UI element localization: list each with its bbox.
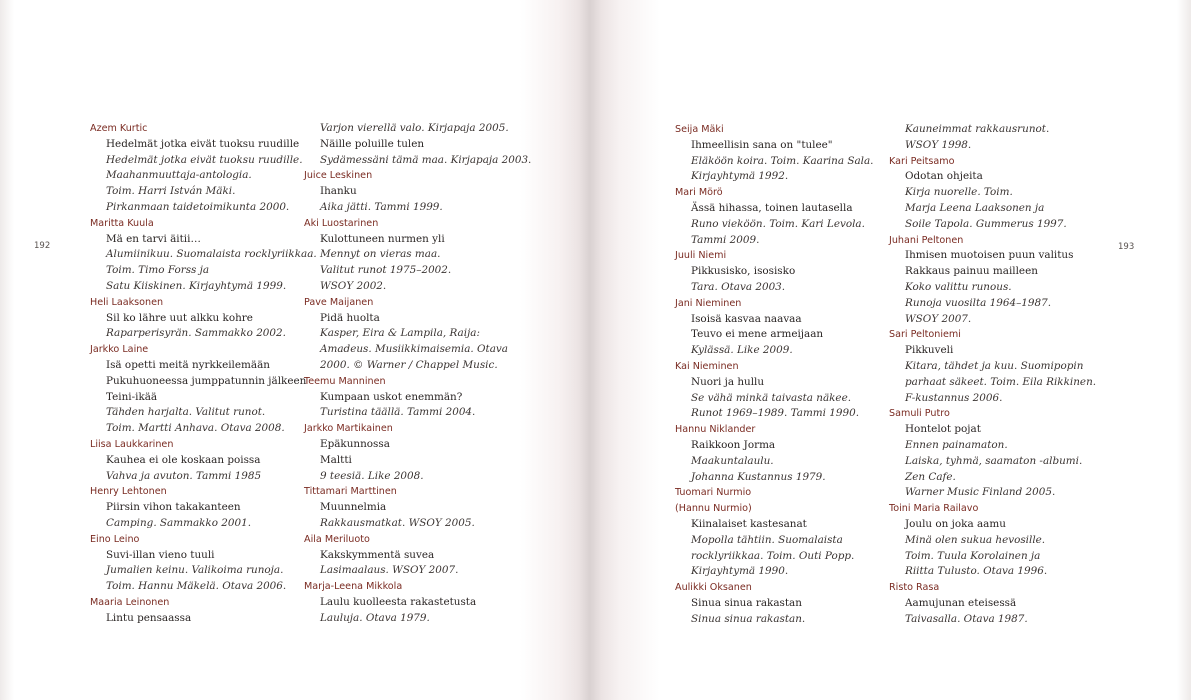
- source-citation: Marja Leena Laaksonen ja: [905, 201, 1045, 214]
- author-name: Tuomari Nurmio: [675, 487, 752, 499]
- author-entry: [889, 406, 1119, 501]
- author-entry: [90, 484, 320, 531]
- source-citation: Warner Music Finland 2005.: [905, 486, 1056, 499]
- column-right-page-2: [889, 122, 1119, 628]
- author-entry: [90, 532, 320, 595]
- source-citation: Tara. Otava 2003.: [691, 280, 786, 293]
- author-entry: [675, 359, 905, 422]
- poem-title: Kumpaan uskot enemmän?: [320, 390, 463, 403]
- poem-title: Hedelmät jotka eivät tuoksu ruudille: [106, 137, 300, 150]
- author-name: Aila Meriluoto: [304, 533, 370, 545]
- right-page-number: 193: [1118, 242, 1135, 252]
- author-name: Maaria Leinonen: [90, 596, 170, 608]
- source-citation: Mennyt on vieras maa.: [320, 248, 441, 261]
- author-name: Juuli Niemi: [675, 250, 727, 262]
- author-name: Juice Leskinen: [304, 170, 373, 182]
- source-citation: Hedelmät jotka eivät tuoksu ruudille.: [106, 153, 303, 166]
- source-citation: Minä olen sukua hevosille.: [905, 533, 1046, 546]
- source-citation: Toim. Tuula Korolainen ja: [905, 549, 1041, 562]
- source-citation: Kylässä. Like 2009.: [691, 344, 793, 357]
- source-citation: Turistina täällä. Tammi 2004.: [320, 406, 476, 419]
- author-entry: [90, 121, 320, 216]
- source-citation: rocklyriikkaa. Toim. Outi Popp.: [691, 549, 855, 562]
- source-citation: Valitut runot 1975–2002.: [320, 264, 452, 277]
- poem-title: Piirsin vihon takakanteen: [106, 501, 241, 514]
- author-name: Maritta Kuula: [90, 217, 154, 229]
- author-entry: [304, 374, 534, 421]
- author-entry: [90, 437, 320, 484]
- source-citation: Riitta Tulusto. Otava 1996.: [905, 565, 1048, 578]
- author-name: Mari Mörö: [675, 187, 723, 199]
- author-entry: [675, 185, 905, 248]
- poem-title: Isä opetti meitä nyrkkeilemään: [106, 358, 270, 371]
- author-name: Azem Kurtic: [90, 123, 148, 134]
- author-entry: [304, 421, 534, 484]
- source-citation: Kirjayhtymä 1992.: [691, 170, 789, 183]
- poem-title: Pikkuveli: [905, 344, 954, 357]
- author-name: Seija Mäki: [675, 124, 724, 135]
- source-citation: Rakkausmatkat. WSOY 2005.: [320, 516, 475, 529]
- author-entry: [675, 580, 905, 627]
- source-citation: Pirkanmaan taidetoimikunta 2000.: [106, 200, 290, 213]
- poem-title: Sil ko lähre uut alkku kohre: [106, 311, 253, 324]
- author-entry: [675, 296, 905, 359]
- source-citation: Sydämessäni tämä maa. Kirjapaja 2003.: [320, 153, 532, 166]
- poem-title: Odotan ohjeita: [905, 170, 983, 183]
- author-entry: [90, 295, 320, 342]
- author-name: (Hannu Nurmio): [675, 503, 752, 515]
- column-left-page-1: [90, 121, 320, 627]
- poem-title: Mä en tarvi äitii…: [106, 232, 201, 245]
- author-name: Hannu Niklander: [675, 424, 756, 436]
- author-entry: [675, 422, 905, 485]
- author-name: Toini Maria Railavo: [889, 503, 979, 515]
- source-citation: 9 teesiä. Like 2008.: [320, 469, 424, 482]
- column-right-page-1: [675, 122, 905, 628]
- author-entry: [675, 248, 905, 295]
- source-citation: Satu Kiiskinen. Kirjayhtymä 1999.: [106, 279, 287, 292]
- author-entry: [675, 501, 905, 580]
- author-name: Eino Leino: [90, 533, 140, 545]
- author-entry: [304, 168, 534, 215]
- author-entry: [889, 580, 1119, 627]
- source-citation: Raparperisyrän. Sammakko 2002.: [106, 327, 286, 340]
- author-entry: [889, 122, 1119, 154]
- poem-title: Laulu kuolleesta rakastetusta: [320, 595, 477, 608]
- author-entry: [889, 154, 1119, 233]
- source-citation: Alumiinikuu. Suomalaista rocklyriikkaa.: [106, 248, 317, 261]
- author-name: Risto Rasa: [889, 582, 940, 594]
- source-citation: Taivasalla. Otava 1987.: [905, 612, 1028, 625]
- author-entry: [304, 121, 534, 168]
- author-name: Aki Luostarinen: [304, 217, 379, 229]
- source-citation: Maakuntalaulu.: [691, 454, 774, 467]
- column-left-page-2: [304, 121, 534, 627]
- poem-title: Nuori ja hullu: [691, 375, 765, 388]
- source-citation: Ennen painamaton.: [905, 438, 1008, 451]
- source-citation: Runo vieköön. Toim. Kari Levola.: [691, 217, 865, 230]
- author-entry: [90, 216, 320, 295]
- poem-title: Teini-ikää: [106, 390, 158, 403]
- poem-title: Maltti: [320, 453, 352, 466]
- source-citation: Toim. Harri István Mäki.: [106, 185, 236, 198]
- author-name: Teemu Manninen: [304, 375, 386, 387]
- source-citation: Soile Tapola. Gummerus 1997.: [905, 217, 1067, 230]
- author-name: Tittamari Marttinen: [304, 486, 397, 498]
- source-citation: WSOY 2002.: [320, 279, 387, 292]
- author-entry: [90, 595, 320, 627]
- author-name: Aulikki Oksanen: [675, 582, 752, 594]
- poem-title: Kiinalaiset kastesanat: [691, 517, 807, 530]
- source-citation: Se vähä minkä taivasta näkee.: [691, 391, 852, 404]
- author-name: Jarkko Martikainen: [304, 423, 393, 435]
- poem-title: Näille poluille tulen: [320, 137, 425, 150]
- author-entry: [889, 327, 1119, 406]
- author-name: Marja-Leena Mikkola: [304, 581, 403, 593]
- source-citation: Laiska, tyhmä, saamaton -albumi.: [905, 454, 1083, 467]
- source-citation: Jumalien keinu. Valikoima runoja.: [106, 564, 284, 577]
- source-citation: Eläköön koira. Toim. Kaarina Sala.: [691, 154, 874, 167]
- source-citation: Maahanmuuttaja-antologia.: [106, 169, 252, 182]
- author-name: Jani Nieminen: [675, 297, 742, 309]
- poem-title: Suvi-illan vieno tuuli: [106, 548, 215, 561]
- source-citation: Kirjayhtymä 1990.: [691, 565, 789, 578]
- poem-title: Aamujunan eteisessä: [905, 596, 1017, 609]
- source-citation: Tammi 2009.: [691, 233, 760, 246]
- author-entry: [889, 233, 1119, 328]
- poem-title: Muunnelmia: [320, 501, 387, 514]
- source-citation: F-kustannus 2006.: [905, 391, 1003, 404]
- source-citation: 2000. © Warner / Chappel Music.: [320, 358, 498, 371]
- source-citation: Aika jätti. Tammi 1999.: [320, 200, 443, 213]
- source-citation: Johanna Kustannus 1979.: [691, 470, 826, 483]
- author-name: Kai Nieminen: [675, 360, 739, 372]
- author-entry: [304, 579, 534, 626]
- poem-title: Kakskymmentä suvea: [320, 548, 435, 561]
- source-citation: Kirja nuorelle. Toim.: [905, 186, 1013, 199]
- left-page-number: 192: [34, 241, 51, 251]
- author-name: Samuli Putro: [889, 408, 950, 420]
- poem-title: Ihmisen muotoisen puun valitus: [905, 249, 1074, 262]
- source-citation: Amadeus. Musiikkimaisemia. Otava: [320, 343, 508, 356]
- poem-title: Ihmeellisin sana on "tulee": [691, 138, 833, 151]
- author-name: Sari Peltoniemi: [889, 329, 961, 341]
- source-citation: Varjon vierellä valo. Kirjapaja 2005.: [320, 122, 509, 134]
- source-citation: parhaat säkeet. Toim. Eila Rikkinen.: [905, 375, 1097, 388]
- source-citation: WSOY 2007.: [905, 312, 972, 325]
- author-entry: [304, 216, 534, 295]
- source-citation: Toim. Martti Anhava. Otava 2008.: [106, 422, 285, 435]
- source-citation: Sinua sinua rakastan.: [691, 612, 806, 625]
- source-citation: Vahva ja avuton. Tammi 1985: [106, 469, 262, 482]
- poem-title: Kulottuneen nurmen yli: [320, 232, 445, 245]
- source-citation: Kauneimmat rakkausrunot.: [905, 123, 1050, 135]
- source-citation: Camping. Sammakko 2001.: [106, 516, 252, 529]
- author-entry: [675, 122, 905, 185]
- author-entry: [304, 484, 534, 531]
- poem-title: Teuvo ei mene armeijaan: [691, 328, 824, 341]
- source-citation: WSOY 1998.: [905, 138, 972, 151]
- source-citation: Runoja vuosilta 1964–1987.: [905, 296, 1052, 309]
- source-citation: Kitara, tähdet ja kuu. Suomipopin: [905, 359, 1084, 372]
- author-entry: [304, 532, 534, 579]
- author-entry: [889, 501, 1119, 580]
- poem-title: Epäkunnossa: [320, 437, 390, 450]
- source-citation: Lauluja. Otava 1979.: [320, 611, 430, 624]
- source-citation: Zen Cafe.: [905, 470, 956, 483]
- source-citation: Lasimaalaus. WSOY 2007.: [320, 564, 459, 577]
- poem-title: Pukuhuoneessa jumppatunnin jälkeen: [106, 374, 307, 387]
- poem-title: Pidä huolta: [320, 311, 380, 324]
- source-citation: Tähden harjalta. Valitut runot.: [106, 406, 266, 419]
- source-citation: Koko valittu runous.: [905, 280, 1012, 293]
- poem-title: Hontelot pojat: [905, 423, 981, 436]
- source-citation: Kasper, Eira & Lampila, Raija:: [320, 327, 480, 340]
- poem-title: Raikkoon Jorma: [691, 438, 776, 451]
- source-citation: Toim. Hannu Mäkelä. Otava 2006.: [106, 580, 287, 593]
- author-name: Kari Peitsamo: [889, 155, 955, 167]
- author-entry: [90, 342, 320, 437]
- poem-title: Kauhea ei ole koskaan poissa: [106, 453, 261, 466]
- poem-title: Rakkaus painuu mailleen: [905, 265, 1038, 278]
- author-name: Pave Maijanen: [304, 296, 374, 308]
- author-entry: [304, 295, 534, 374]
- poem-title: Ässä hihassa, toinen lautasella: [691, 201, 853, 214]
- poem-title: Lintu pensaassa: [106, 611, 192, 624]
- author-name: Liisa Laukkarinen: [90, 438, 174, 450]
- poem-title: Sinua sinua rakastan: [691, 596, 802, 609]
- author-name: Jarkko Laine: [90, 344, 149, 356]
- author-entry: [675, 485, 905, 501]
- source-citation: Runot 1969–1989. Tammi 1990.: [691, 407, 860, 420]
- author-name: Heli Laaksonen: [90, 296, 164, 308]
- source-citation: Mopolla tähtiin. Suomalaista: [691, 533, 843, 546]
- poem-title: Joulu on joka aamu: [905, 517, 1006, 530]
- poem-title: Isoisä kasvaa naavaa: [691, 312, 802, 325]
- source-citation: Toim. Timo Forss ja: [106, 264, 210, 277]
- author-name: Juhani Peltonen: [889, 234, 964, 246]
- poem-title: Pikkusisko, isosisko: [691, 265, 796, 278]
- poem-title: Ihanku: [320, 185, 357, 198]
- author-name: Henry Lehtonen: [90, 486, 167, 498]
